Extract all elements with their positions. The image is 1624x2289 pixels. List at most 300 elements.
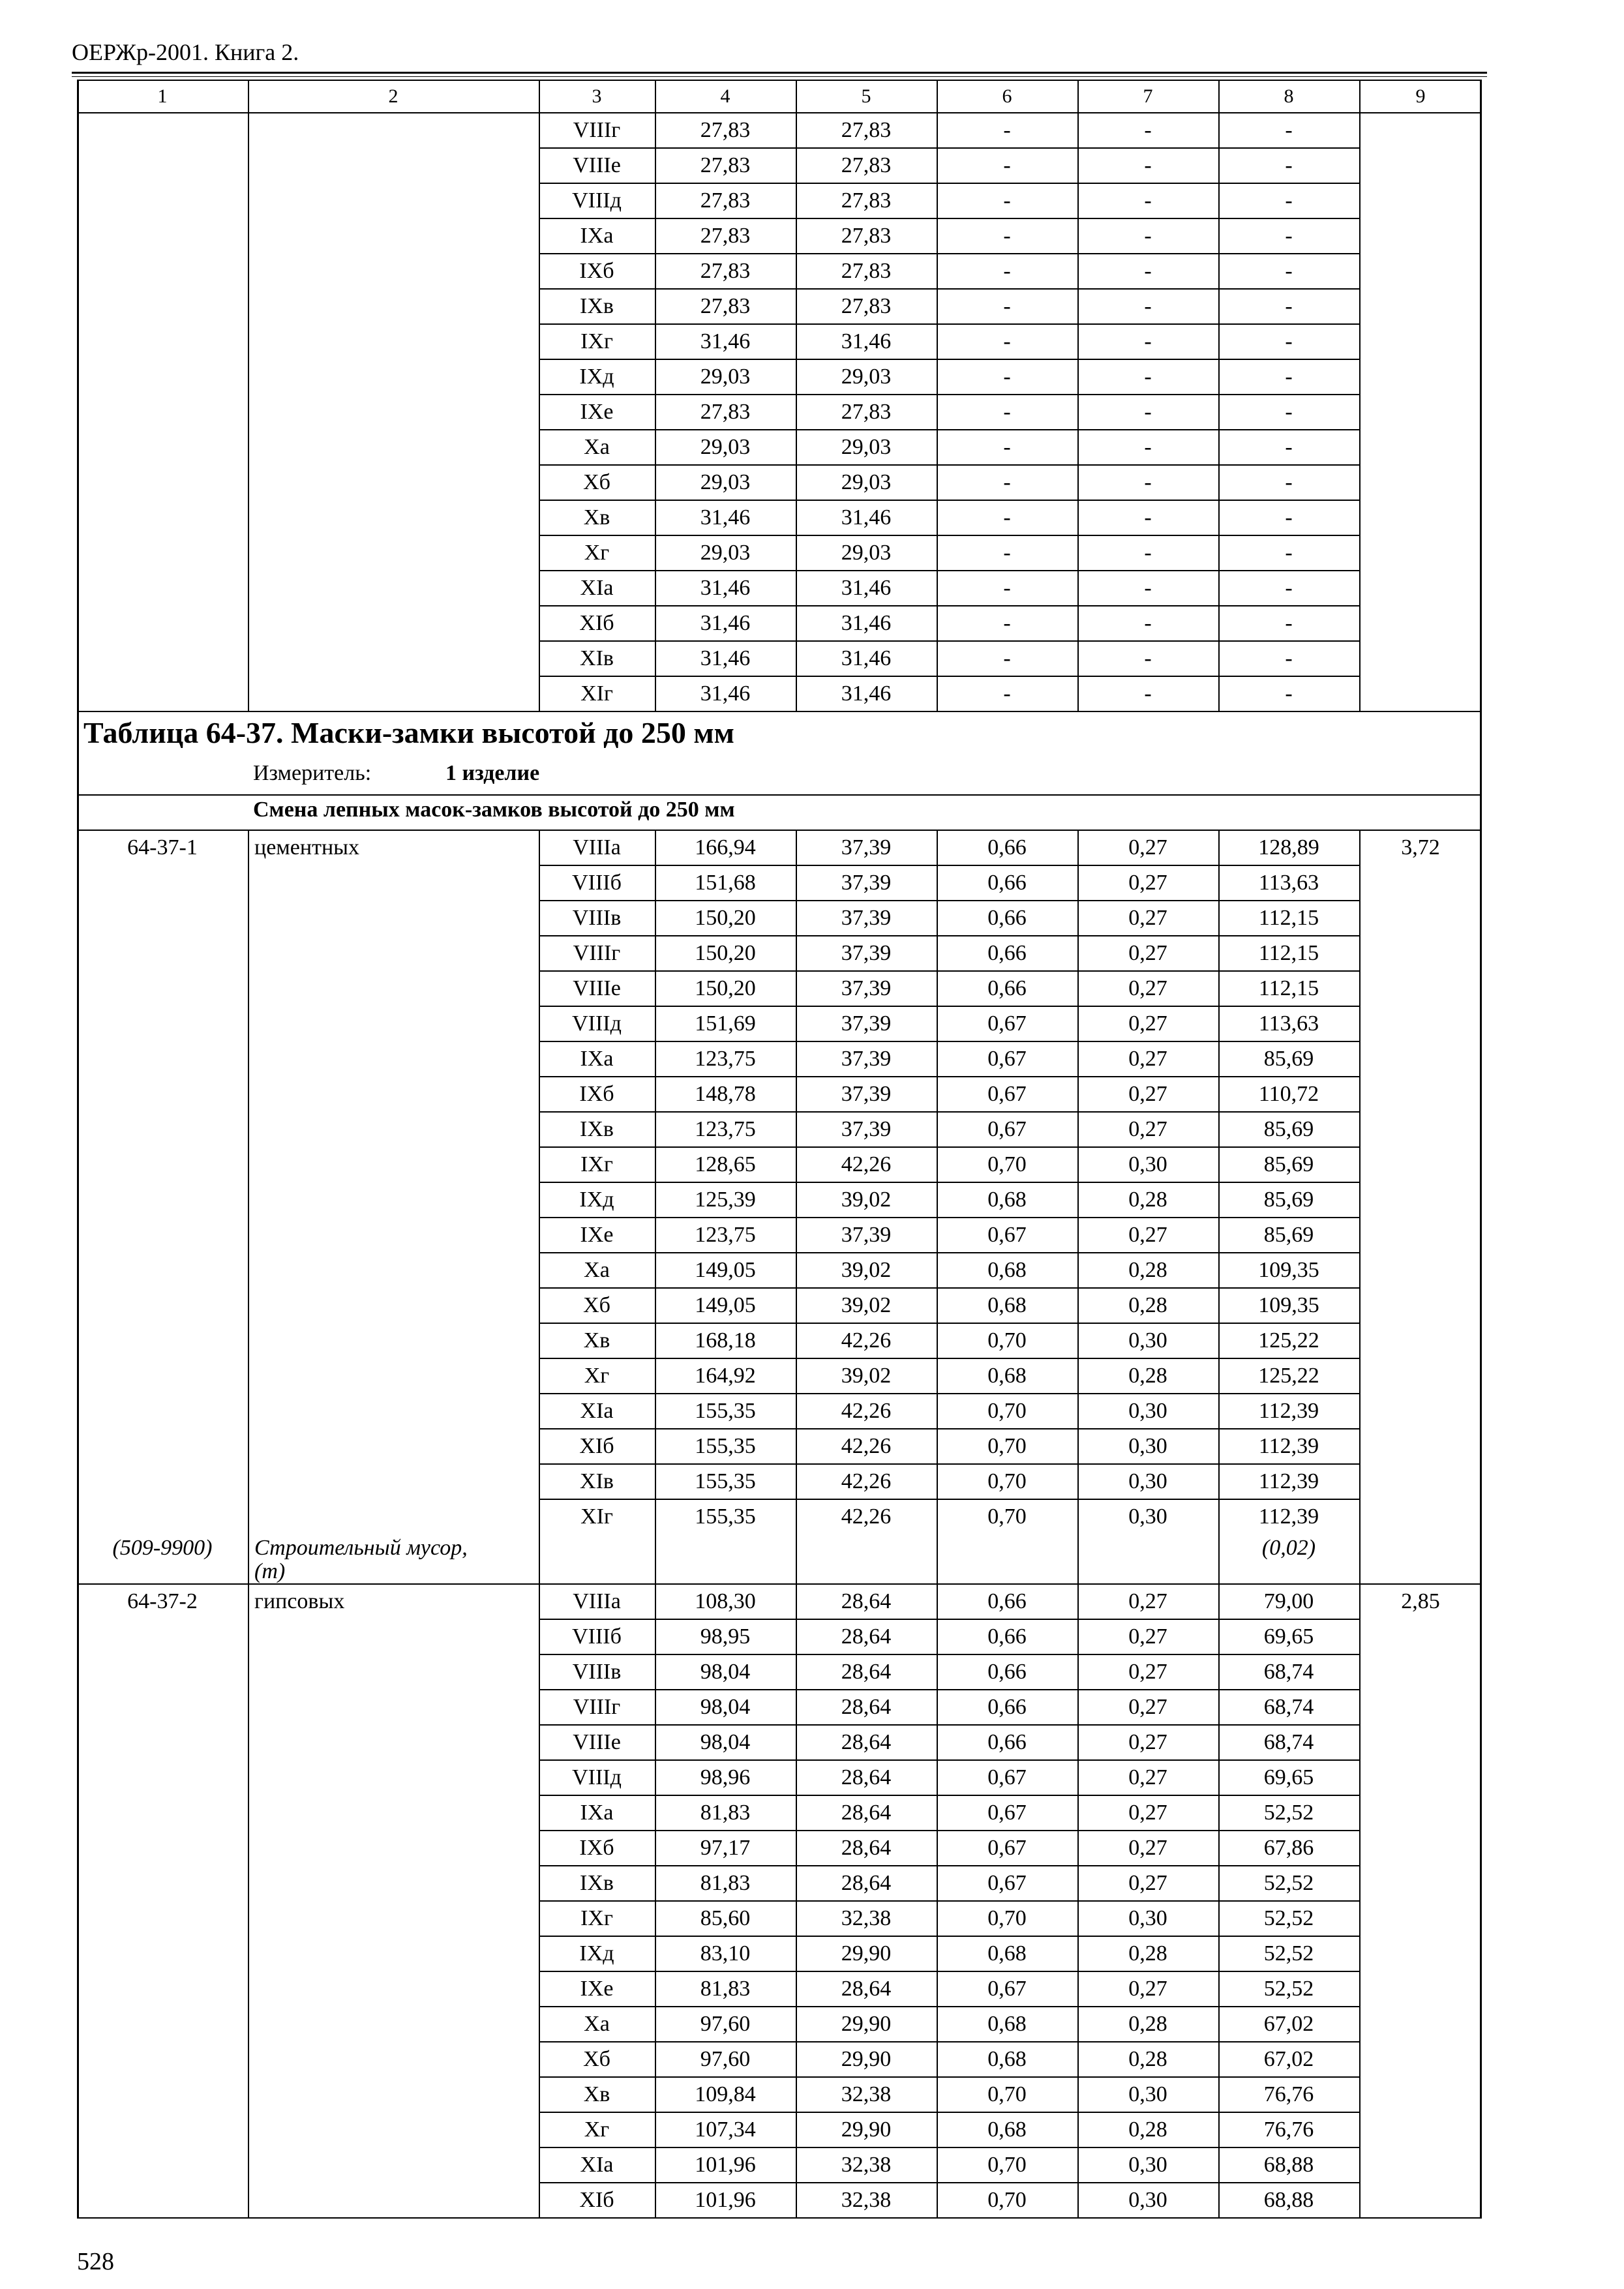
value-cell: 39,02 — [841, 1188, 892, 1212]
value-cell: 0,66 — [987, 1695, 1027, 1719]
value-cell: 68,88 — [1263, 2153, 1314, 2177]
value-cell: 28,64 — [841, 1695, 892, 1719]
zone-cell: IXа — [580, 224, 614, 248]
value-cell: - — [1003, 294, 1011, 318]
zone-cell: IXе — [580, 400, 614, 424]
zone-cell: Xа — [584, 435, 610, 459]
value-cell: 52,52 — [1263, 1941, 1314, 1966]
value-cell: 37,39 — [841, 906, 892, 930]
zone-cell: IXд — [579, 1188, 614, 1212]
value-cell: 0,27 — [1128, 835, 1167, 860]
value-cell: 0,67 — [987, 1765, 1027, 1789]
value-cell: 29,03 — [841, 541, 892, 565]
value-cell: - — [1144, 153, 1152, 177]
value-cell: 31,46 — [841, 611, 892, 635]
zone-cell: VIIIв — [572, 1660, 622, 1684]
value-cell: 0,67 — [987, 1117, 1027, 1141]
value-cell: 98,04 — [700, 1695, 751, 1719]
value-cell: - — [1144, 365, 1152, 389]
value-cell: 0,27 — [1128, 1836, 1167, 1860]
value-cell: 27,83 — [841, 188, 892, 213]
value-cell: 0,27 — [1128, 1624, 1167, 1649]
value-cell: 168,18 — [695, 1328, 756, 1353]
value-cell: - — [1285, 576, 1293, 600]
column-number: 1 — [157, 85, 168, 107]
value-cell: - — [1144, 576, 1152, 600]
zone-cell: VIIIг — [573, 941, 621, 965]
value-cell: - — [1003, 153, 1011, 177]
value-cell: 0,27 — [1128, 1660, 1167, 1684]
value-cell: 128,65 — [695, 1152, 756, 1176]
value-cell: - — [1285, 188, 1293, 213]
value-cell: 79,00 — [1263, 1589, 1314, 1613]
value-cell: 128,89 — [1258, 835, 1319, 860]
value-cell: 31,46 — [841, 505, 892, 530]
value-cell: 39,02 — [841, 1258, 892, 1282]
value-cell: 125,22 — [1258, 1364, 1319, 1388]
value-cell: 0,27 — [1128, 1801, 1167, 1825]
value-cell: 32,38 — [841, 1906, 892, 1930]
value-cell: 69,65 — [1263, 1624, 1314, 1649]
zone-cell: IXб — [579, 1836, 614, 1860]
value-cell: 31,46 — [700, 505, 751, 530]
value-cell: 0,27 — [1128, 1765, 1167, 1789]
value-cell: 31,46 — [700, 576, 751, 600]
value-cell: 28,64 — [841, 1871, 892, 1895]
value-cell: - — [1285, 505, 1293, 530]
value-cell: 27,83 — [700, 153, 751, 177]
rates-table — [77, 80, 1482, 2236]
value-cell: 112,15 — [1258, 906, 1319, 930]
value-cell: 0,70 — [987, 1434, 1027, 1458]
column-separator — [1218, 80, 1220, 112]
page-number: 528 — [77, 2248, 114, 2275]
table-border-left — [77, 80, 79, 2217]
zone-cell: XIа — [580, 2153, 614, 2177]
value-cell: 28,64 — [841, 1589, 892, 1613]
value-cell: 112,39 — [1258, 1504, 1319, 1529]
column-separator — [1359, 112, 1361, 711]
value-cell: - — [1003, 329, 1011, 353]
value-cell: 52,52 — [1263, 1906, 1314, 1930]
value-cell: 107,34 — [695, 2117, 756, 2142]
value-cell: 27,83 — [841, 224, 892, 248]
value-cell: 39,02 — [841, 1364, 892, 1388]
value-cell: 29,03 — [841, 435, 892, 459]
value-cell: 0,66 — [987, 835, 1027, 860]
value-cell: 109,35 — [1258, 1258, 1319, 1282]
subtitle-rule — [77, 794, 1482, 796]
value-cell: 42,26 — [841, 1434, 892, 1458]
value-cell: 0,28 — [1128, 1293, 1167, 1317]
zone-cell: XIб — [579, 611, 614, 635]
value-cell: 97,17 — [700, 1836, 751, 1860]
value-cell: 0,66 — [987, 1660, 1027, 1684]
value-cell: 27,83 — [700, 118, 751, 142]
value-cell: 123,75 — [695, 1223, 756, 1247]
value-cell: - — [1003, 646, 1011, 670]
value-cell: 155,35 — [695, 1399, 756, 1423]
header-rule-thin — [72, 76, 1487, 77]
value-cell: 151,68 — [695, 871, 756, 895]
value-cell: - — [1144, 541, 1152, 565]
value-cell: 0,70 — [987, 1328, 1027, 1353]
table-title: Таблица 64-37. Маски-замки высотой до 250 мм — [83, 716, 735, 749]
value-cell: 0,67 — [987, 1047, 1027, 1071]
value-cell: 29,03 — [700, 435, 751, 459]
value-cell: 0,27 — [1128, 1047, 1167, 1071]
zone-cell: Xб — [583, 1293, 610, 1317]
value-cell: 85,60 — [700, 1906, 751, 1930]
value-cell: 0,68 — [987, 2047, 1027, 2071]
value-cell: 0,27 — [1128, 941, 1167, 965]
value-cell: 97,60 — [700, 2012, 751, 2036]
value-cell: - — [1285, 681, 1293, 706]
value-cell: 37,39 — [841, 941, 892, 965]
value-cell: 27,83 — [841, 294, 892, 318]
column-number: 6 — [1002, 85, 1012, 107]
work-name: цементных — [254, 835, 359, 860]
column-separator — [248, 830, 249, 1583]
value-cell: 37,39 — [841, 1223, 892, 1247]
value-cell: 0,66 — [987, 906, 1027, 930]
value-cell: 69,65 — [1263, 1765, 1314, 1789]
column-number: 5 — [861, 85, 871, 107]
value-cell: 0,30 — [1128, 1399, 1167, 1423]
value-cell: 0,27 — [1128, 1871, 1167, 1895]
zone-cell: IXд — [579, 1941, 614, 1966]
value-cell: 125,22 — [1258, 1328, 1319, 1353]
column-separator — [1077, 80, 1079, 112]
zone-cell: VIIIд — [572, 188, 622, 213]
value-cell: 109,84 — [695, 2082, 756, 2106]
value-cell: 0,66 — [987, 1624, 1027, 1649]
value-cell: 27,83 — [700, 224, 751, 248]
value-cell: - — [1144, 294, 1152, 318]
zone-cell: VIIIа — [573, 835, 621, 860]
column-number: 9 — [1415, 85, 1426, 107]
value-cell: 0,28 — [1128, 1188, 1167, 1212]
value-cell: 0,30 — [1128, 1328, 1167, 1353]
value-cell: 0,67 — [987, 1223, 1027, 1247]
value-cell: - — [1285, 259, 1293, 283]
value-cell: 29,90 — [841, 2012, 892, 2036]
value-cell: 68,74 — [1263, 1695, 1314, 1719]
value-cell: 98,95 — [700, 1624, 751, 1649]
value-cell: 0,30 — [1128, 1906, 1167, 1930]
zone-cell: VIIIг — [573, 1695, 621, 1719]
zone-cell: VIIIе — [573, 976, 621, 1000]
column-separator — [937, 80, 938, 112]
value-cell: - — [1003, 188, 1011, 213]
value-cell: 29,03 — [841, 365, 892, 389]
zone-cell: IXв — [580, 1117, 614, 1141]
value-cell: - — [1003, 505, 1011, 530]
value-cell: 148,78 — [695, 1082, 756, 1106]
value-cell: 68,74 — [1263, 1730, 1314, 1754]
value-cell: - — [1144, 470, 1152, 494]
zone-cell: IXв — [580, 1871, 614, 1895]
value-cell: 112,15 — [1258, 941, 1319, 965]
zone-cell: VIIIб — [572, 871, 622, 895]
value-cell: 29,90 — [841, 1941, 892, 1966]
value-cell: 37,39 — [841, 835, 892, 860]
value-cell: - — [1003, 365, 1011, 389]
value-cell: 85,69 — [1263, 1223, 1314, 1247]
value-cell: 0,66 — [987, 1730, 1027, 1754]
value-cell: 98,96 — [700, 1765, 751, 1789]
value-cell: 83,10 — [700, 1941, 751, 1966]
section-rule — [77, 711, 1482, 712]
value-cell: - — [1003, 611, 1011, 635]
value-cell: 149,05 — [695, 1293, 756, 1317]
value-cell: 151,69 — [695, 1011, 756, 1036]
value-cell: 67,02 — [1263, 2047, 1314, 2071]
value-cell: 0,30 — [1128, 1434, 1167, 1458]
zone-cell: IXд — [579, 365, 614, 389]
zone-cell: Xг — [584, 1364, 610, 1388]
value-cell: 0,70 — [987, 2153, 1027, 2177]
zone-cell: XIб — [579, 2188, 614, 2212]
column-number: 2 — [388, 85, 398, 107]
value-cell: 32,38 — [841, 2082, 892, 2106]
value-cell: 0,68 — [987, 1364, 1027, 1388]
value-cell: 108,30 — [695, 1589, 756, 1613]
value-cell: 85,69 — [1263, 1117, 1314, 1141]
value-cell: 97,60 — [700, 2047, 751, 2071]
value-cell: - — [1003, 681, 1011, 706]
value-cell: 29,03 — [841, 470, 892, 494]
value-cell: 27,83 — [841, 153, 892, 177]
zone-cell: IXв — [580, 294, 614, 318]
value-cell: 101,96 — [695, 2188, 756, 2212]
value-cell: 0,70 — [987, 1399, 1027, 1423]
value-cell: 0,67 — [987, 1836, 1027, 1860]
zone-cell: IXб — [579, 1082, 614, 1106]
table-border-right — [1480, 80, 1482, 2217]
value-cell: 164,92 — [695, 1364, 756, 1388]
value-cell: 0,27 — [1128, 1082, 1167, 1106]
value-cell: 0,28 — [1128, 1941, 1167, 1966]
zone-cell: Xг — [584, 541, 610, 565]
value-cell: 28,64 — [841, 1730, 892, 1754]
value-cell: 109,35 — [1258, 1293, 1319, 1317]
column-separator — [248, 80, 249, 112]
value-cell: 28,64 — [841, 1977, 892, 2001]
value-cell: 0,66 — [987, 871, 1027, 895]
value-cell: 155,35 — [695, 1504, 756, 1529]
value-cell: - — [1285, 224, 1293, 248]
value-cell: 0,68 — [987, 1258, 1027, 1282]
zone-cell: XIг — [580, 1504, 613, 1529]
resource-name: Строительный мусор, — [254, 1536, 468, 1560]
value-cell: 98,04 — [700, 1730, 751, 1754]
value-cell: - — [1144, 505, 1152, 530]
value-cell: 39,02 — [841, 1293, 892, 1317]
value-cell: 0,70 — [987, 2082, 1027, 2106]
value-cell: - — [1003, 470, 1011, 494]
value-cell: - — [1144, 188, 1152, 213]
value-cell: 52,52 — [1263, 1871, 1314, 1895]
work-name: гипсовых — [254, 1589, 345, 1613]
value-cell: 29,03 — [700, 365, 751, 389]
value-cell: 0,70 — [987, 1469, 1027, 1493]
column-number: 7 — [1143, 85, 1153, 107]
value-cell: 113,63 — [1258, 1011, 1319, 1036]
value-cell: 76,76 — [1263, 2117, 1314, 2142]
value-cell: - — [1285, 541, 1293, 565]
value-cell: 81,83 — [700, 1801, 751, 1825]
value-cell: 155,35 — [695, 1434, 756, 1458]
running-header: ОЕРЖр-2001. Книга 2. — [72, 39, 299, 65]
value-cell: 0,67 — [987, 1801, 1027, 1825]
value-cell: 0,70 — [987, 1906, 1027, 1930]
zone-cell: XIб — [579, 1434, 614, 1458]
zone-cell: IXб — [579, 259, 614, 283]
value-cell: 0,66 — [987, 976, 1027, 1000]
zone-cell: IXг — [580, 1152, 613, 1176]
value-cell: 0,67 — [987, 1977, 1027, 2001]
value-cell: 27,83 — [841, 118, 892, 142]
zone-cell: IXг — [580, 1906, 613, 1930]
value-cell: 110,72 — [1258, 1082, 1319, 1106]
value-cell: 52,52 — [1263, 1977, 1314, 2001]
value-cell: 0,28 — [1128, 2117, 1167, 2142]
value-cell: 0,27 — [1128, 1695, 1167, 1719]
zone-cell: Xг — [584, 2117, 610, 2142]
value-cell: 32,38 — [841, 2188, 892, 2212]
value-cell: 0,28 — [1128, 2047, 1167, 2071]
column-separator — [655, 80, 656, 112]
value-cell: - — [1285, 294, 1293, 318]
zone-cell: IXа — [580, 1801, 614, 1825]
value-cell: 28,64 — [841, 1765, 892, 1789]
column-separator — [1359, 80, 1361, 112]
value-cell: 150,20 — [695, 941, 756, 965]
value-cell: 112,39 — [1258, 1399, 1319, 1423]
value-cell: 29,90 — [841, 2117, 892, 2142]
zone-cell: XIа — [580, 1399, 614, 1423]
value-cell: 76,76 — [1263, 2082, 1314, 2106]
zone-cell: VIIIд — [572, 1011, 622, 1036]
value-cell: 67,02 — [1263, 2012, 1314, 2036]
value-cell: 31,46 — [700, 681, 751, 706]
value-cell: - — [1003, 224, 1011, 248]
value-cell: 0,27 — [1128, 1589, 1167, 1613]
value-cell: 0,67 — [987, 1082, 1027, 1106]
value-cell: 0,27 — [1128, 1011, 1167, 1036]
value-cell: 31,46 — [841, 576, 892, 600]
zone-cell: XIв — [580, 1469, 614, 1493]
value-cell: 52,52 — [1263, 1801, 1314, 1825]
value-cell: 0,68 — [987, 2117, 1027, 2142]
value-cell: 0,70 — [987, 2188, 1027, 2212]
value-cell: - — [1003, 400, 1011, 424]
value-cell: 31,46 — [841, 646, 892, 670]
zone-cell: IXе — [580, 1223, 614, 1247]
resource-unit: (т) — [254, 1559, 286, 1583]
value-cell: 0,70 — [987, 1504, 1027, 1529]
value-cell: - — [1003, 435, 1011, 459]
value-cell: 28,64 — [841, 1660, 892, 1684]
zone-cell: VIIIг — [573, 118, 621, 142]
value-cell: 37,39 — [841, 1082, 892, 1106]
zone-cell: Xб — [583, 2047, 610, 2071]
value-cell: 0,28 — [1128, 1364, 1167, 1388]
value-cell: 0,27 — [1128, 976, 1167, 1000]
rate-code: 64-37-2 — [127, 1589, 198, 1613]
labor-cost: 2,85 — [1401, 1589, 1440, 1613]
value-cell: 0,27 — [1128, 1730, 1167, 1754]
value-cell: 113,63 — [1258, 871, 1319, 895]
value-cell: - — [1144, 611, 1152, 635]
value-cell: - — [1285, 646, 1293, 670]
value-cell: 31,46 — [700, 646, 751, 670]
value-cell: - — [1144, 435, 1152, 459]
zone-cell: VIIIб — [572, 1624, 622, 1649]
value-cell: - — [1144, 646, 1152, 670]
value-cell: 29,90 — [841, 2047, 892, 2071]
value-cell: - — [1144, 400, 1152, 424]
value-cell: 32,38 — [841, 2153, 892, 2177]
value-cell: - — [1144, 224, 1152, 248]
value-cell: 31,46 — [841, 329, 892, 353]
value-cell: 31,46 — [841, 681, 892, 706]
value-cell: 150,20 — [695, 976, 756, 1000]
column-separator — [796, 80, 797, 112]
value-cell: 37,39 — [841, 871, 892, 895]
zone-cell: XIв — [580, 646, 614, 670]
value-cell: 166,94 — [695, 835, 756, 860]
value-cell: 29,03 — [700, 470, 751, 494]
value-cell: 27,83 — [700, 259, 751, 283]
value-cell: - — [1285, 400, 1293, 424]
zone-cell: Xв — [583, 2082, 610, 2106]
zone-cell: XIа — [580, 576, 614, 600]
zone-cell: VIIIд — [572, 1765, 622, 1789]
value-cell: 0,30 — [1128, 1469, 1167, 1493]
value-cell: 81,83 — [700, 1977, 751, 2001]
value-cell: 0,67 — [987, 1011, 1027, 1036]
header-rule — [72, 72, 1487, 74]
column-number: 4 — [720, 85, 730, 107]
value-cell: 0,28 — [1128, 1258, 1167, 1282]
column-separator — [539, 80, 540, 112]
table-subtitle: Смена лепных масок-замков высотой до 250 мм — [253, 798, 735, 822]
value-cell: 112,39 — [1258, 1434, 1319, 1458]
value-cell: - — [1144, 329, 1152, 353]
value-cell: 85,69 — [1263, 1188, 1314, 1212]
value-cell: 0,27 — [1128, 1223, 1167, 1247]
value-cell: 27,83 — [700, 188, 751, 213]
value-cell: - — [1285, 118, 1293, 142]
value-cell: - — [1144, 681, 1152, 706]
labor-cost: 3,72 — [1401, 835, 1440, 860]
value-cell: 0,30 — [1128, 2188, 1167, 2212]
value-cell: 0,68 — [987, 1293, 1027, 1317]
value-cell: 98,04 — [700, 1660, 751, 1684]
value-cell: 0,68 — [987, 1188, 1027, 1212]
value-cell: 125,39 — [695, 1188, 756, 1212]
value-cell: 67,86 — [1263, 1836, 1314, 1860]
value-cell: 123,75 — [695, 1117, 756, 1141]
value-cell: 0,27 — [1128, 1117, 1167, 1141]
zone-cell: Xа — [584, 2012, 610, 2036]
column-separator — [248, 1583, 249, 2217]
value-cell: 29,03 — [700, 541, 751, 565]
value-cell: 0,66 — [987, 941, 1027, 965]
value-cell: 0,28 — [1128, 2012, 1167, 2036]
